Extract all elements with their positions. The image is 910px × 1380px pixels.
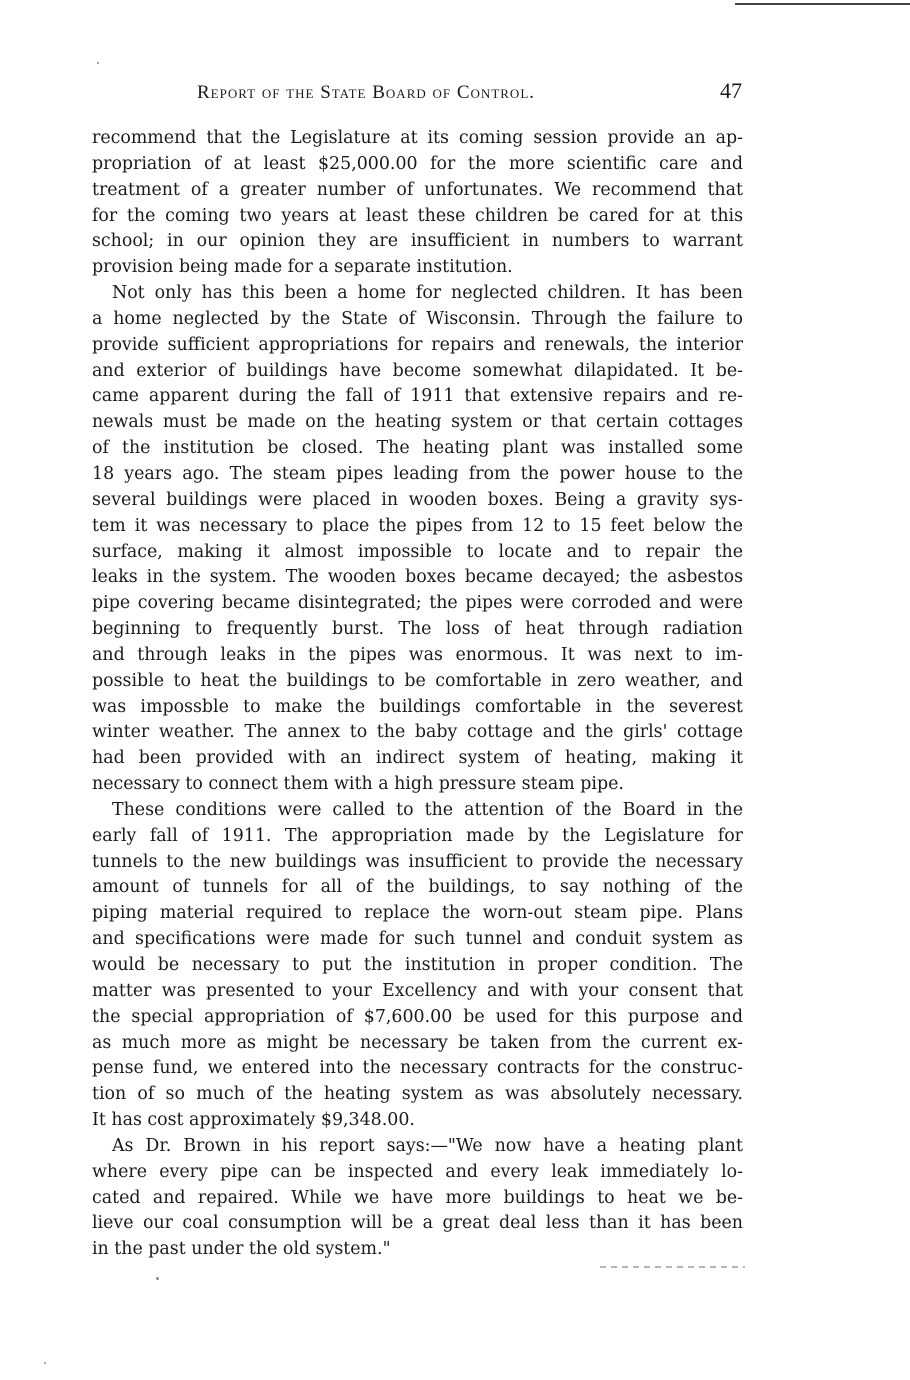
faint-print-mark <box>600 1266 745 1268</box>
text-line: lieve our coal consumption will be a great deal less than it has been <box>92 1213 743 1234</box>
text-line: several buildings were placed in wooden boxes. Being a gravity sys- <box>92 489 743 510</box>
top-edge-rule <box>735 3 910 5</box>
text-line: would be necessary to put the institution in proper condition. The <box>92 955 743 975</box>
text-line: where every pipe can be inspected and every leak immediately lo- <box>92 1161 743 1182</box>
text-line: provide sufficient appropriations for repairs and renewals, the interior <box>92 334 743 355</box>
text-line: recommend that the Legislature at its coming session provide an ap- <box>92 128 743 148</box>
running-header <box>92 78 742 110</box>
text-line: pipe covering became disintegrated; the pipes were corroded and were <box>92 593 743 614</box>
text-line: 18 years ago. The steam pipes leading from the power house to the <box>92 463 743 484</box>
paragraph-3 <box>92 798 743 1134</box>
paper-speck <box>97 62 99 64</box>
text-line: cated and repaired. While we have more buildings to heat we be- <box>92 1187 743 1208</box>
text-line: came apparent during the fall of 1911 that extensive repairs and re- <box>92 386 743 407</box>
text-line: early fall of 1911. The appropriation made by the Legislature for <box>92 825 743 846</box>
text-line: surface, making it almost impossible to locate and to repair the <box>92 541 743 562</box>
text-line: winter weather. The annex to the baby cottage and the girls' cottage <box>92 722 743 743</box>
text-line: piping material required to replace the worn-out steam pipe. Plans <box>92 903 743 924</box>
text-line: Not only has this been a home for neglected children. It has been <box>112 283 743 304</box>
text-line: amount of tunnels for all of the buildings, to say nothing of the <box>92 877 743 898</box>
text-line: provision being made for a separate institution. <box>92 257 513 278</box>
text-line: matter was presented to your Excellency and with your consent that <box>92 980 743 1001</box>
text-line: tion of so much of the heating system as was absolutely necessary. <box>92 1084 743 1105</box>
body-text <box>92 126 743 1263</box>
text-line: tem it was necessary to place the pipes from 12 to 15 feet below the <box>92 515 743 536</box>
text-line: a home neglected by the State of Wisconsin. Through the failure to <box>92 308 743 329</box>
text-line: beginning to frequently burst. The loss of heat through radiation <box>92 619 743 640</box>
running-title: Report of the State Board of Control. <box>197 82 536 103</box>
paper-speck <box>156 1277 159 1280</box>
paragraph-1 <box>92 126 743 281</box>
text-line: leaks in the system. The wooden boxes became decayed; the asbestos <box>92 567 743 588</box>
text-line: in the past under the old system." <box>92 1239 391 1260</box>
text-line: necessary to connect them with a high pressure steam pipe. <box>92 774 624 795</box>
text-line: It has cost approximately $9,348.00. <box>92 1110 415 1131</box>
paragraph-2 <box>92 281 743 798</box>
text-line: and exterior of buildings have become somewhat dilapidated. It be- <box>92 360 743 381</box>
text-line: and through leaks in the pipes was enormous. It was next to im- <box>92 644 743 665</box>
text-line: pense fund, we entered into the necessary contracts for the construc- <box>92 1058 743 1079</box>
text-line: newals must be made on the heating system or that certain cottages <box>92 412 743 433</box>
text-line: possible to heat the buildings to be comfortable in zero weather, and <box>92 670 743 691</box>
page-number: 47 <box>720 78 742 103</box>
text-line: the special appropriation of $7,600.00 be used for this purpose and <box>92 1006 743 1027</box>
text-line: as much more as might be necessary be taken from the current ex- <box>92 1032 743 1053</box>
text-line: of the institution be closed. The heating plant was installed some <box>92 438 743 459</box>
text-line: tunnels to the new buildings was insufficient to provide the necessary <box>92 851 743 872</box>
paragraph-4 <box>92 1134 743 1263</box>
text-line: for the coming two years at least these children be cared for at this <box>92 205 743 226</box>
text-line: propriation of at least $25,000.00 for the more scientific care and <box>92 153 743 174</box>
text-line: was impossble to make the buildings comfortable in the severest <box>92 696 743 717</box>
text-line: school; in our opinion they are insufficient in numbers to warrant <box>92 231 743 252</box>
text-line: had been provided with an indirect system of heating, making it <box>92 748 743 769</box>
text-line: and specifications were made for such tunnel and conduit system as <box>92 929 743 950</box>
text-line: As Dr. Brown in his report says:—"We now have a heating plant <box>112 1135 743 1156</box>
text-line: These conditions were called to the attention of the Board in the <box>112 799 743 820</box>
paper-speck <box>44 1362 46 1364</box>
text-line: treatment of a greater number of unfortunates. We recommend that <box>92 179 743 200</box>
